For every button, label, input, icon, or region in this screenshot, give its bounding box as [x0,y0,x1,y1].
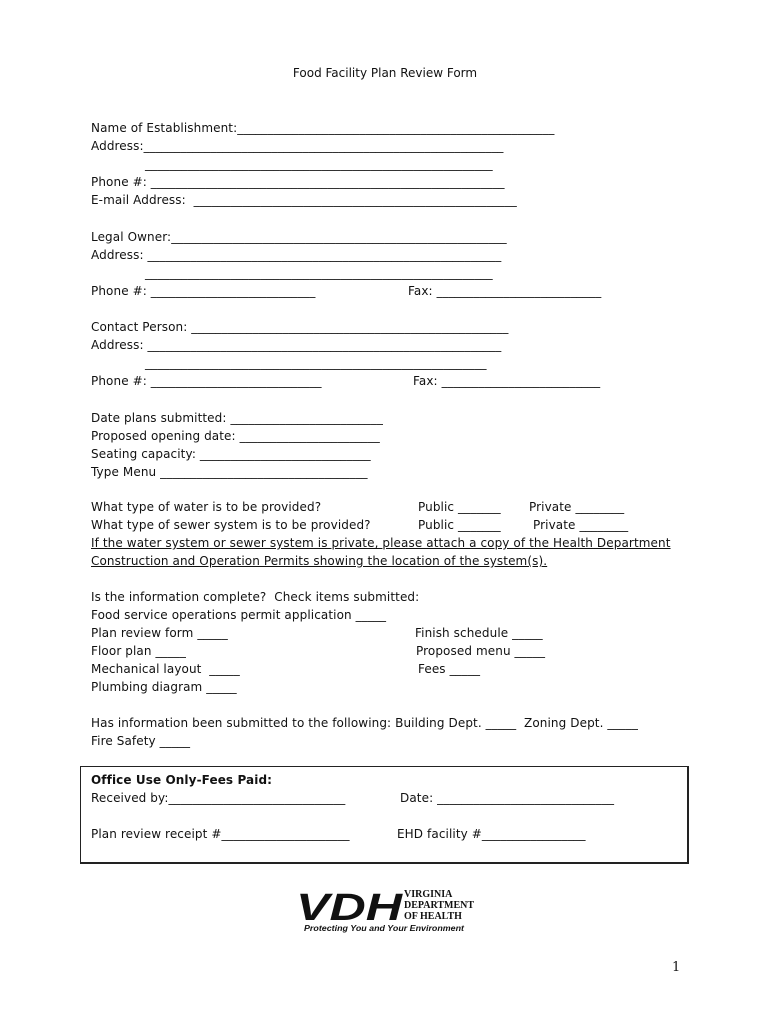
establishment-phone-field[interactable]: Phone #: __________________________________________________________ [91,175,505,189]
vdh-logo [296,887,486,937]
establishment-email-field[interactable]: E-mail Address: _____________________________________________________ [91,193,517,207]
establishment-address-field[interactable]: Address:___________________________________________________________ [91,139,504,153]
plumbing-diagram-check-field[interactable]: Plumbing diagram _____ [91,680,237,694]
contact-address-field[interactable]: Address: __________________________________________________________ [91,338,502,352]
contact-phone-field[interactable]: Phone #: ____________________________ [91,374,322,388]
contact-fax-field[interactable]: Fax: __________________________ [413,374,601,388]
ehd-facility-field[interactable]: EHD facility #_________________ [397,827,586,841]
plan-review-form-check-field[interactable]: Plan review form _____ [91,626,228,640]
office-date-field[interactable]: Date: _____________________________ [400,791,615,805]
establishment-address-line2-field[interactable]: _________________________________________________________ [145,157,493,171]
water-private-field[interactable]: Private ________ [529,500,625,514]
office-use-heading: Office Use Only-Fees Paid: [91,773,273,787]
sewer-public-field[interactable]: Public _______ [418,518,501,532]
mechanical-layout-check-field[interactable]: Mechanical layout _____ [91,662,240,676]
proposed-menu-check-field[interactable]: Proposed menu _____ [416,644,546,658]
contact-address-line2-field[interactable]: ________________________________________________________ [145,356,487,370]
fire-safety-field[interactable]: Fire Safety _____ [91,734,191,748]
vdh-logo-line1: VIRGINIA [404,889,453,900]
water-question: What type of water is to be provided? [91,500,322,514]
date-plans-submitted-field[interactable]: Date plans submitted: _________________________ [91,411,383,425]
legal-owner-field[interactable]: Legal Owner:_______________________________________________________ [91,230,507,244]
contact-person-field[interactable]: Contact Person: ____________________________________________________ [91,320,509,334]
checklist-question: Is the information complete? Check items submitted: [91,590,420,604]
establishment-name-field[interactable]: Name of Establishment:____________________________________________________ [91,121,555,135]
seating-capacity-field[interactable]: Seating capacity: ____________________________ [91,447,371,461]
sewer-private-field[interactable]: Private ________ [533,518,629,532]
sewer-question: What type of sewer system is to be provided? [91,518,371,532]
vdh-logo-tagline: Protecting You and Your Environment [304,924,465,933]
water-public-field[interactable]: Public _______ [418,500,501,514]
plan-review-receipt-field[interactable]: Plan review receipt #_____________________ [91,827,350,841]
owner-phone-field[interactable]: Phone #: ___________________________ [91,284,316,298]
fees-check-field[interactable]: Fees _____ [418,662,481,676]
food-permit-check-field[interactable]: Food service operations permit application _____ [91,608,387,622]
owner-address-line2-field[interactable]: _________________________________________________________ [145,266,493,280]
vdh-logo-line2: DEPARTMENT [404,900,475,911]
vdh-logo-mark: VDH [296,887,405,929]
received-by-field[interactable]: Received by:_____________________________ [91,791,346,805]
page-title: Food Facility Plan Review Form [292,66,478,80]
type-menu-field[interactable]: Type Menu __________________________________ [91,465,368,479]
finish-schedule-check-field[interactable]: Finish schedule _____ [415,626,543,640]
vdh-logo-line3: OF HEALTH [404,911,462,922]
private-system-notice-line2: Construction and Operation Permits showing the location of the system(s). [91,554,548,568]
private-system-notice-line1: If the water system or sewer system is private, please attach a copy of the Health Department [91,536,671,550]
proposed-opening-date-field[interactable]: Proposed opening date: _______________________ [91,429,380,443]
page-number: 1 [672,960,681,975]
floor-plan-check-field[interactable]: Floor plan _____ [91,644,186,658]
owner-address-field[interactable]: Address: __________________________________________________________ [91,248,502,262]
submitted-departments-field[interactable]: Has information been submitted to the following: Building Dept. _____ Zoning Dept. _____ [91,716,638,730]
owner-fax-field[interactable]: Fax: ___________________________ [408,284,602,298]
